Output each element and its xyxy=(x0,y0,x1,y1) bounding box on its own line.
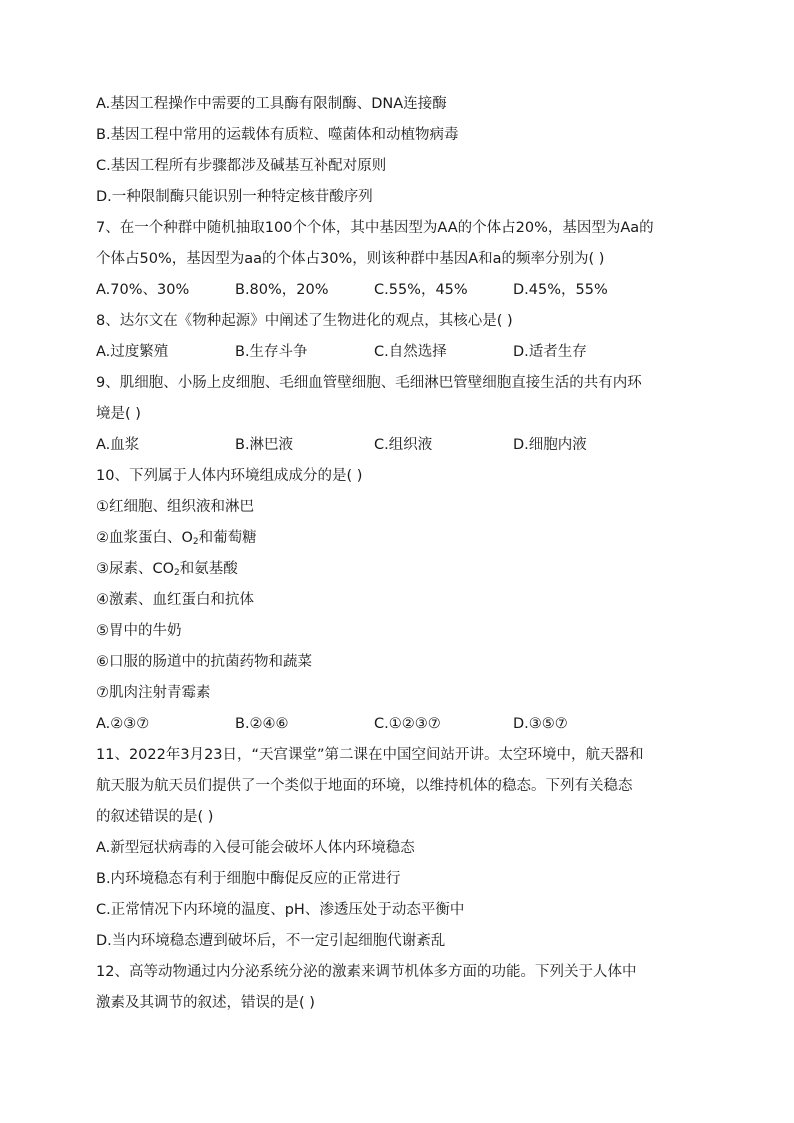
q9-option-a: A.血浆 xyxy=(96,437,140,453)
q10-item-3-sub: 2 xyxy=(174,568,180,578)
q7-option-b: B.80%，20% xyxy=(235,282,329,298)
q8-option-b: B.生存斗争 xyxy=(235,344,308,360)
q10-item-7: ⑦肌肉注射青霉素 xyxy=(96,685,211,701)
q9-option-d: D.细胞内液 xyxy=(513,437,587,453)
q6-option-c: C.基因工程所有步骤都涉及碱基互补配对原则 xyxy=(96,158,387,174)
q11-option-d: D.当内环境稳态遭到破坏后，不一定引起细胞代谢紊乱 xyxy=(96,933,446,949)
q7-option-a: A.70%、30% xyxy=(96,282,190,298)
q12-stem-line1: 12、高等动物通过内分泌系统分泌的激素来调节机体多方面的功能。下列关于人体中 xyxy=(96,964,637,980)
q10-item-3-pre: ③尿素、CO xyxy=(96,561,175,577)
q9-option-c: C.组织液 xyxy=(374,437,433,453)
q6-option-b: B.基因工程中常用的运载体有质粒、噬菌体和动植物病毒 xyxy=(96,127,459,143)
q10-option-d: D.③⑤⑦ xyxy=(513,716,568,732)
q7-option-c: C.55%，45% xyxy=(374,282,468,298)
q6-option-a: A.基因工程操作中需要的工具酶有限制酶、DNA连接酶 xyxy=(96,96,447,112)
q10-item-2 xyxy=(96,523,706,554)
q7-options xyxy=(96,275,706,306)
q10-item-3-post: 和氨基酸 xyxy=(179,561,238,577)
q10-item-4: ④激素、血红蛋白和抗体 xyxy=(96,592,254,608)
q10-item-3 xyxy=(96,554,706,585)
q7-stem-line2: 个体占50%，基因型为aa的个体占30%，则该种群中基因A和a的频率分别为( ) xyxy=(96,251,605,267)
q8-option-c: C.自然选择 xyxy=(374,344,447,360)
q11-option-b: B.内环境稳态有利于细胞中酶促反应的正常进行 xyxy=(96,871,401,887)
q9-stem-line2: 境是( ) xyxy=(96,406,141,422)
q9-options xyxy=(96,430,706,461)
q12-stem-line2: 激素及其调节的叙述，错误的是( ) xyxy=(96,995,315,1011)
q11-stem-line3: 的叙述错误的是( ) xyxy=(96,809,214,825)
q7-stem-line1: 7、在一个种群中随机抽取100个个体，其中基因型为AA的个体占20%，基因型为Aa的 xyxy=(96,220,654,236)
q11-stem-line2: 航天服为航天员们提供了一个类似于地面的环境，以维持机体的稳态。下列有关稳态 xyxy=(96,778,633,794)
exam-page xyxy=(96,89,706,1019)
q10-options xyxy=(96,709,706,740)
q10-item-5: ⑤胃中的牛奶 xyxy=(96,623,182,639)
q10-stem: 10、下列属于人体内环境组成成分的是( ) xyxy=(96,468,363,484)
q9-stem-line1: 9、肌细胞、小肠上皮细胞、毛细血管壁细胞、毛细淋巴管壁细胞直接生活的共有内环 xyxy=(96,375,642,391)
q8-option-d: D.适者生存 xyxy=(513,344,587,360)
q8-options xyxy=(96,337,706,368)
q10-item-2-post: 和葡萄糖 xyxy=(198,530,257,546)
q10-item-2-pre: ②血浆蛋白、O xyxy=(96,530,193,546)
q9-option-b: B.淋巴液 xyxy=(235,437,294,453)
q11-stem-line1: 11、2022年3月23日，“天宫课堂”第二课在中国空间站开讲。太空环境中，航天器和 xyxy=(96,747,644,763)
q10-option-c: C.①②③⑦ xyxy=(374,716,441,732)
q10-item-1: ①红细胞、组织液和淋巴 xyxy=(96,499,254,515)
q10-item-6: ⑥口服的肠道中的抗菌药物和蔬菜 xyxy=(96,654,312,670)
q10-option-b: B.②④⑥ xyxy=(235,716,289,732)
q7-option-d: D.45%，55% xyxy=(513,282,608,298)
q10-item-2-sub: 2 xyxy=(192,537,199,547)
q8-stem: 8、达尔文在《物种起源》中阐述了生物进化的观点，其核心是( ) xyxy=(96,313,513,329)
q10-option-a: A.②③⑦ xyxy=(96,716,150,732)
q6-option-d: D.一种限制酶只能识别一种特定核苷酸序列 xyxy=(96,189,373,205)
q8-option-a: A.过度繁殖 xyxy=(96,344,169,360)
q11-option-a: A.新型冠状病毒的入侵可能会破坏人体内环境稳态 xyxy=(96,840,415,856)
q11-option-c: C.正常情况下内环境的温度、pH、渗透压处于动态平衡中 xyxy=(96,902,465,918)
